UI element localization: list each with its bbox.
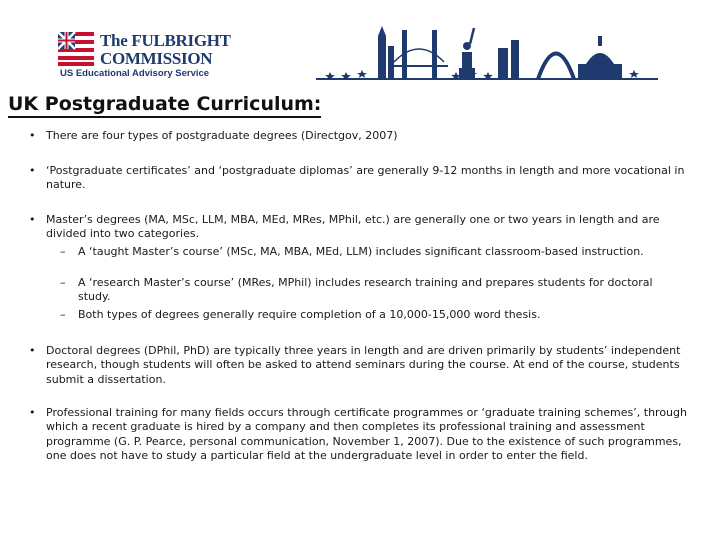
bullet-icon: •	[29, 164, 36, 177]
flag-icon	[58, 32, 94, 66]
logo-title-line2: COMMISSION	[100, 49, 213, 68]
list-item: Master’s degrees (MA, MSc, LLM, MBA, MEd, MRes, MPhil, etc.) are generally one or two years in length and are divided into two categories.	[46, 213, 660, 241]
dash-icon: –	[60, 245, 66, 258]
logo-title-line1: The FULBRIGHT	[100, 31, 231, 50]
list-item: Doctoral degrees (DPhil, PhD) are typically three years in length and are driven primarily by students’ independent research, though students will often be asked to attend seminars during the course. At end of the course, students submit a dissertation.	[46, 344, 681, 386]
list-item: There are four types of postgraduate degrees (Directgov, 2007)	[46, 129, 398, 142]
skyline-banner-icon	[316, 22, 658, 82]
page-title: UK Postgraduate Curriculum:	[8, 93, 321, 118]
bullet-icon: •	[29, 129, 36, 142]
logo-subtitle: US Educational Advisory Service	[60, 68, 210, 79]
sub-list-item: A ‘taught Master’s course’ (MSc, MA, MBA, MEd, LLM) includes significant classroom-based instruction.	[78, 245, 644, 258]
list-item: Professional training for many fields occurs through certificate programmes or ‘graduate training schemes’, through which a recent graduate is hired by a company and then completes its professional training and assessment programme (G. P. Pearce, personal communication, November 1, 2007). Due to the existence of such programmes, one does not have to study a particular field at the undergraduate level in order to enter the field.	[46, 406, 687, 462]
list-item: ‘Postgraduate certificates’ and ‘postgraduate diplomas’ are generally 9-12 months in length and more vocational in nature.	[46, 164, 685, 192]
fulbright-logo	[56, 30, 231, 80]
bullet-icon: •	[29, 406, 36, 419]
dash-icon: –	[60, 276, 66, 289]
bullet-icon: •	[29, 213, 36, 226]
dash-icon: –	[60, 308, 66, 321]
bullet-icon: •	[29, 344, 36, 357]
sub-list-item: A ‘research Master’s course’ (MRes, MPhil) includes research training and prepares students for doctoral study.	[78, 276, 653, 304]
sub-list-item: Both types of degrees generally require completion of a 10,000-15,000 word thesis.	[78, 308, 541, 321]
